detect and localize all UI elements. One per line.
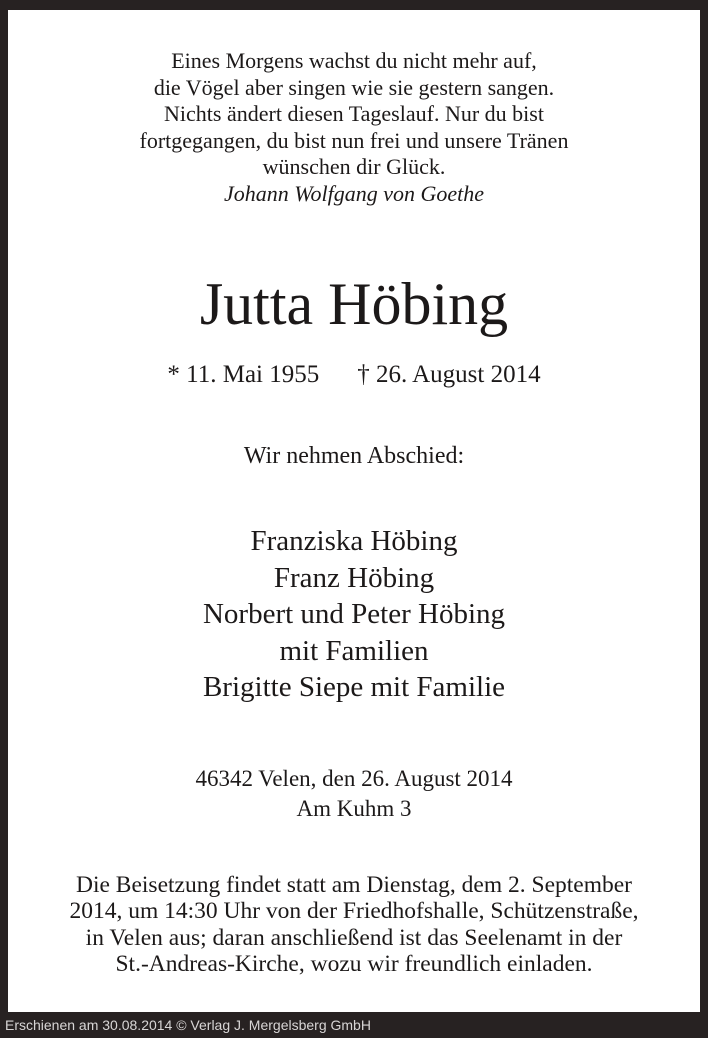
publication-footer <box>0 1012 708 1038</box>
funeral-line: 2014, um 14:30 Uhr von der Friedhofshalle, Schützenstraße, <box>69 898 639 924</box>
funeral-line: Die Beisetzung findet statt am Dienstag, dem 2. September <box>75 871 633 898</box>
poem-line: Nichts ändert diesen Tageslauf. Nur du bist <box>164 101 544 126</box>
publication-info: Erschienen am 30.08.2014 © Verlag J. Mergelsberg GmbH <box>5 1017 371 1033</box>
life-dates <box>8 359 700 391</box>
deceased-name: Jutta Höbing <box>199 271 509 337</box>
place-date-line: 46342 Velen, den 26. August 2014 <box>195 765 513 791</box>
poem-attribution: Johann Wolfgang von Goethe <box>223 180 485 206</box>
obituary-card <box>8 10 700 1012</box>
poem-line: wünschen dir Glück. <box>262 154 446 179</box>
place-address <box>8 764 700 824</box>
funeral-line: in Velen aus; daran anschließend ist das Seelenamt in der <box>85 924 623 951</box>
mourner-line: mit Familien <box>279 634 429 667</box>
mourner-line: Brigitte Siepe mit Familie <box>202 671 506 703</box>
poem-line: fortgegangen, du bist nun frei und unsere Tränen <box>139 127 569 153</box>
poem <box>8 48 700 207</box>
mourner-line: Norbert und Peter Höbing <box>202 598 506 630</box>
mourner-line: Franz Höbing <box>273 561 435 594</box>
poem-line: die Vögel aber singen wie sie gestern sangen. <box>153 74 555 100</box>
birth-date: * 11. Mai 1955 <box>167 361 320 388</box>
poem-line: Eines Morgens wachst du nicht mehr auf, <box>171 48 537 73</box>
funeral-line: St.-Andreas-Kirche, wozu wir freundlich einladen. <box>115 951 593 977</box>
mourners-list <box>8 523 700 706</box>
funeral-details <box>8 872 700 978</box>
farewell-heading: Wir nehmen Abschied: <box>243 443 465 469</box>
death-date: † 26. August 2014 <box>357 361 541 388</box>
mourner-line: Franziska Höbing <box>250 525 458 557</box>
street-line: Am Kuhm 3 <box>296 795 412 821</box>
